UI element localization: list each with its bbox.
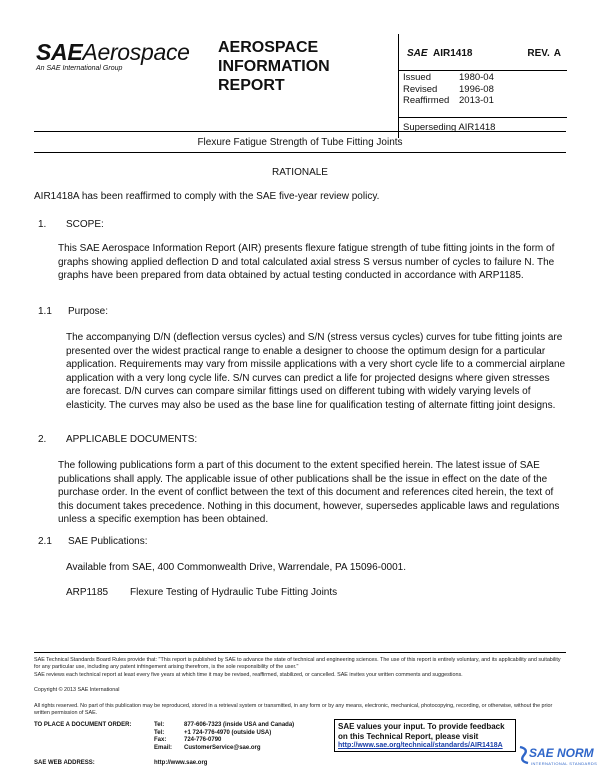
date-value: 1980-04 [459,72,494,83]
date-label: Reaffirmed [403,95,450,106]
doctype-line-3: REPORT [218,77,285,94]
section-title: Purpose: [68,306,109,317]
publication-entry [66,586,337,600]
footer-divider [34,652,566,653]
footer-review-statement: SAE reviews each technical report at least every five years at which time it may be revised, reaffirmed, stabilized, or cancelled. SAE invites your written comments and suggestions. [34,672,463,678]
contact-row [34,745,294,753]
date-row-reaffirmed [403,95,494,107]
sae-publications-heading [38,535,148,549]
section-title: APPLICABLE DOCUMENTS: [66,434,198,445]
doctype-line-1: AEROSPACE [218,39,319,56]
contact-label: Tel: [154,729,165,736]
contact-value: +1 724-776-4970 (outside USA) [184,729,272,736]
feedback-text: SAE values your input. To provide feedback on this Technical Report, please visit [338,722,505,741]
publication-id: ARP1185 [66,587,109,598]
feedback-box [334,719,516,752]
revision-label: REV. [527,48,550,59]
contact-value: 877-606-7323 (inside USA and Canada) [184,722,295,728]
watermark-text: SAE NORM [529,746,594,760]
footer-rights: All rights reserved. No part of this publication may be reproduced, stored in a retrieval system or transmitted, in any form or by any means, electronic, mechanical, photocopying, recording, or otherwise, without the prior written permission of SAE. [34,703,553,716]
date-row-revised [403,84,494,96]
section-title: SAE Publications: [68,536,148,547]
sae-aerospace-logo [36,40,196,72]
rationale-heading: RATIONALE [272,167,328,178]
divider [399,70,567,71]
scope-text: This SAE Aerospace Information Report (AIR) presents flexure fatigue strength of tube fitting joints in the form of graphs showing applied deflection D and total calculated axial stress S versus number of cycles to failure N. The graphs have been prepared from data obtained by actual testing conducted in accordance with ARP1185. [58,243,555,281]
web-address-row [34,760,207,766]
section-number: 1.1 [38,306,52,317]
contact-label: Fax: [154,737,167,743]
date-value: 2013-01 [459,95,494,106]
purpose-heading [38,305,108,319]
sae-norm-watermark [517,744,597,770]
document-info-box [398,34,566,138]
applicable-docs-heading [38,433,197,447]
section-number: 1. [38,219,47,230]
contact-value: 724-776-0790 [184,737,222,743]
feedback-link[interactable]: http://www.sae.org/technical/standards/AIR1418A [338,742,503,749]
publication-title: Flexure Testing of Hydraulic Tube Fitting Joints [130,587,338,598]
footer-copyright: Copyright © 2013 SAE International [34,687,120,693]
document-id-row [407,48,567,62]
contact-label: Email: [154,744,173,751]
web-address-label: SAE WEB ADDRESS: [34,760,95,766]
logo-sae: SAE [36,39,83,65]
revision [527,48,561,59]
date-label: Revised [403,83,438,95]
date-label: Issued [403,72,431,83]
order-label: TO PLACE A DOCUMENT ORDER: [34,722,132,728]
document-title: Flexure Fatigue Strength of Tube Fitting Joints [34,131,566,153]
revision-value: A [553,48,561,59]
logo-aerospace: Aerospace [82,39,190,65]
contact-row [34,722,294,730]
section-number: 2.1 [38,536,52,547]
contact-label: Tel: [154,722,165,728]
watermark-subtext: INTERNATIONAL STANDARDS [531,761,598,766]
purpose-text: The accompanying D/N (deflection versus cycles) and S/N (stress versus cycles) curves for tube fitting joints are presented over the widest practical range to enable a designer to choose the optimum design for a particular application. Requirements may vary from missile applications with a very short cycle life to a commercial airplane application with a very long cycle life. S/N curves can predict a life for projected designs where given stresses are forecast. D/N curves can compare similar fittings used on different tubing with widely varying levels of elasticity. The curves may also be used as the base line for qualification testing of alternate fitting joint designs. [66,332,566,411]
date-row-issued [403,72,494,84]
email-link[interactable]: CustomerService@sae.org [184,744,261,751]
applicable-docs-text: The following publications form a part of this document to the extent specified herein. The latest issue of SAE publications shall apply. The applicable issue of other publications shall be the issue in effect on the date of the purchase order. In the event of conflict between the text of this document and references cited herein, the text of this document takes precedence. Nothing in this document, however, supersedes applicable laws and regulations unless a specific exemption has been obtained. [58,460,560,525]
sae-publications-availability: Available from SAE, 400 Commonwealth Drive, Warrendale, PA 15096-0001. [66,562,406,573]
document-dates [403,72,494,107]
document-type [218,38,388,95]
contact-row [34,730,294,738]
web-address-link[interactable]: http://www.sae.org [154,760,208,766]
order-contacts [34,722,294,752]
footer-policy-statement: SAE Technical Standards Board Rules provide that: "This report is published by SAE to advance the state of technical and engineering sciences. The use of this report is entirely voluntary, and its applicability and suitability for any particular use, including any patent infringement arising therefrom, is the sole responsibility of the user." [34,657,561,670]
document-number: AIR1418 [433,48,473,59]
superseding-note: Superseding AIR1418 [403,122,496,133]
doctype-line-2: INFORMATION [218,58,330,75]
sae-mark: SAE [407,48,428,59]
logo-tagline: An SAE International Group [36,65,123,72]
rationale-text: AIR1418A has been reaffirmed to comply with the SAE five-year review policy. [34,191,380,202]
date-value: 1996-08 [459,83,494,95]
section-number: 2. [38,434,47,445]
section-title: SCOPE: [66,219,104,230]
scope-heading [38,218,104,232]
divider [399,117,567,118]
contact-row [34,737,294,745]
